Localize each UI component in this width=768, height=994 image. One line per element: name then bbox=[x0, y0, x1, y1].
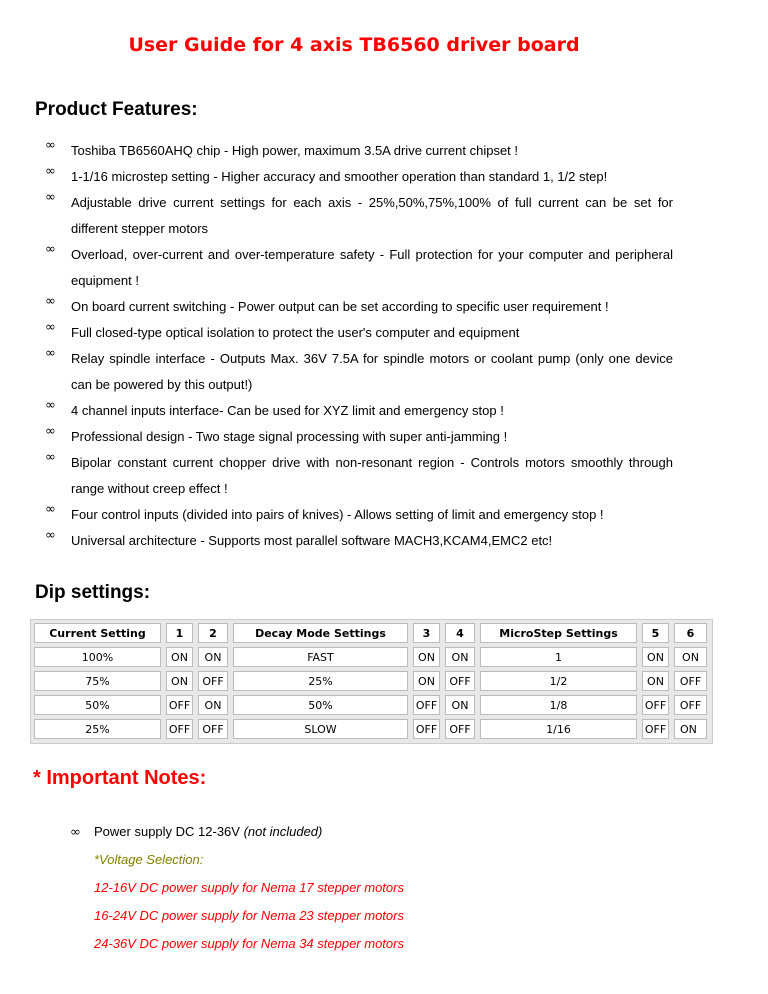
feature-text: Adjustable drive current settings for each axis - 25%,50%,75%,100% of full current can be set for different stepper motors bbox=[71, 195, 673, 236]
table-cell: ON bbox=[445, 695, 475, 715]
table-cell: 25% bbox=[34, 719, 161, 739]
table-cell: ON bbox=[674, 719, 707, 739]
table-cell: ON bbox=[642, 647, 669, 667]
table-header-cell: 6 bbox=[674, 623, 707, 643]
table-cell: OFF bbox=[445, 719, 475, 739]
table-cell: 1/2 bbox=[480, 671, 637, 691]
feature-text: 4 channel inputs interface- Can be used for XYZ limit and emergency stop ! bbox=[71, 403, 504, 418]
feature-text: Professional design - Two stage signal processing with super anti-jamming ! bbox=[71, 429, 508, 444]
table-header-cell: 5 bbox=[642, 623, 669, 643]
table-cell: OFF bbox=[674, 671, 707, 691]
table-cell: 1/8 bbox=[480, 695, 637, 715]
table-cell: OFF bbox=[445, 671, 475, 691]
table-cell: OFF bbox=[166, 719, 193, 739]
table-cell: OFF bbox=[198, 719, 228, 739]
table-cell: ON bbox=[674, 647, 707, 667]
features-heading: Product Features: bbox=[35, 99, 198, 120]
table-cell: 1/16 bbox=[480, 719, 637, 739]
feature-text: Bipolar constant current chopper drive with non-resonant region - Controls motors smoothly through range without creep effect ! bbox=[71, 455, 673, 496]
feature-text: Four control inputs (divided into pairs of knives) - Allows setting of limit and emergency stop ! bbox=[71, 507, 604, 522]
table-cell: ON bbox=[445, 647, 475, 667]
power-supply-text: Power supply DC 12-36V bbox=[94, 824, 240, 839]
infinity-bullet-icon: ∞ bbox=[45, 346, 56, 361]
infinity-bullet-icon: ∞ bbox=[45, 190, 56, 205]
infinity-bullet-icon: ∞ bbox=[45, 502, 56, 517]
infinity-bullet-icon: ∞ bbox=[45, 138, 56, 153]
feature-text: 1-1/16 microstep setting - Higher accuracy and smoother operation than standard 1, 1/2 step! bbox=[71, 169, 608, 184]
table-cell: SLOW bbox=[233, 719, 408, 739]
table-cell: OFF bbox=[642, 719, 669, 739]
page-title: User Guide for 4 axis TB6560 driver board bbox=[128, 34, 580, 56]
feature-text: Full closed-type optical isolation to protect the user's computer and equipment bbox=[71, 325, 520, 340]
table-cell: 25% bbox=[233, 671, 408, 691]
table-cell: ON bbox=[642, 671, 669, 691]
feature-text: Toshiba TB6560AHQ chip - High power, maximum 3.5A drive current chipset ! bbox=[71, 143, 519, 158]
table-header-cell: 2 bbox=[198, 623, 228, 643]
feature-text: On board current switching - Power output can be set according to specific user requirement ! bbox=[71, 299, 609, 314]
table-cell: FAST bbox=[233, 647, 408, 667]
infinity-bullet-icon: ∞ bbox=[45, 242, 56, 257]
not-included-text: (not included) bbox=[243, 824, 323, 839]
table-cell: OFF bbox=[166, 695, 193, 715]
feature-text: Overload, over-current and over-temperature safety - Full protection for your computer and peripheral equipment ! bbox=[71, 247, 673, 288]
infinity-bullet-icon: ∞ bbox=[45, 398, 56, 413]
table-cell: ON bbox=[413, 647, 440, 667]
dip-settings-heading: Dip settings: bbox=[35, 582, 151, 603]
table-cell: 1 bbox=[480, 647, 637, 667]
infinity-bullet-icon: ∞ bbox=[45, 424, 56, 439]
table-cell: 50% bbox=[34, 695, 161, 715]
table-cell: ON bbox=[198, 695, 228, 715]
table-cell: 75% bbox=[34, 671, 161, 691]
table-header-cell: Decay Mode Settings bbox=[233, 623, 408, 643]
table-header-cell: MicroStep Settings bbox=[480, 623, 637, 643]
table-header-cell: 3 bbox=[413, 623, 440, 643]
infinity-bullet-icon: ∞ bbox=[45, 450, 56, 465]
table-cell: 100% bbox=[34, 647, 161, 667]
voltage-selection-label: *Voltage Selection: bbox=[94, 852, 204, 867]
table-cell: OFF bbox=[413, 695, 440, 715]
infinity-bullet-icon: ∞ bbox=[45, 164, 56, 179]
important-notes-heading: * Important Notes: bbox=[33, 767, 207, 789]
infinity-bullet-icon: ∞ bbox=[45, 320, 56, 335]
voltage-note-line: 16-24V DC power supply for Nema 23 stepper motors bbox=[94, 908, 404, 923]
table-cell: 50% bbox=[233, 695, 408, 715]
table-cell: ON bbox=[198, 647, 228, 667]
table-cell: ON bbox=[413, 671, 440, 691]
table-header-cell: 1 bbox=[166, 623, 193, 643]
table-header-cell: Current Setting bbox=[34, 623, 161, 643]
voltage-note-line: 12-16V DC power supply for Nema 17 stepper motors bbox=[94, 880, 404, 895]
dip-settings-table bbox=[30, 619, 713, 744]
table-cell: ON bbox=[166, 671, 193, 691]
feature-text: Relay spindle interface - Outputs Max. 36V 7.5A for spindle motors or coolant pump (only one device can be powered by this output!) bbox=[71, 351, 673, 392]
table-cell: OFF bbox=[198, 671, 228, 691]
power-supply-note bbox=[94, 824, 322, 839]
feature-text: Universal architecture - Supports most parallel software MACH3,KCAM4,EMC2 etc! bbox=[71, 533, 553, 548]
table-header-cell: 4 bbox=[445, 623, 475, 643]
infinity-bullet-icon: ∞ bbox=[45, 294, 56, 309]
infinity-bullet-icon: ∞ bbox=[70, 825, 81, 840]
table-cell: OFF bbox=[642, 695, 669, 715]
table-cell: ON bbox=[166, 647, 193, 667]
table-cell: OFF bbox=[674, 695, 707, 715]
voltage-note-line: 24-36V DC power supply for Nema 34 stepper motors bbox=[94, 936, 404, 951]
table-cell: OFF bbox=[413, 719, 440, 739]
infinity-bullet-icon: ∞ bbox=[45, 528, 56, 543]
